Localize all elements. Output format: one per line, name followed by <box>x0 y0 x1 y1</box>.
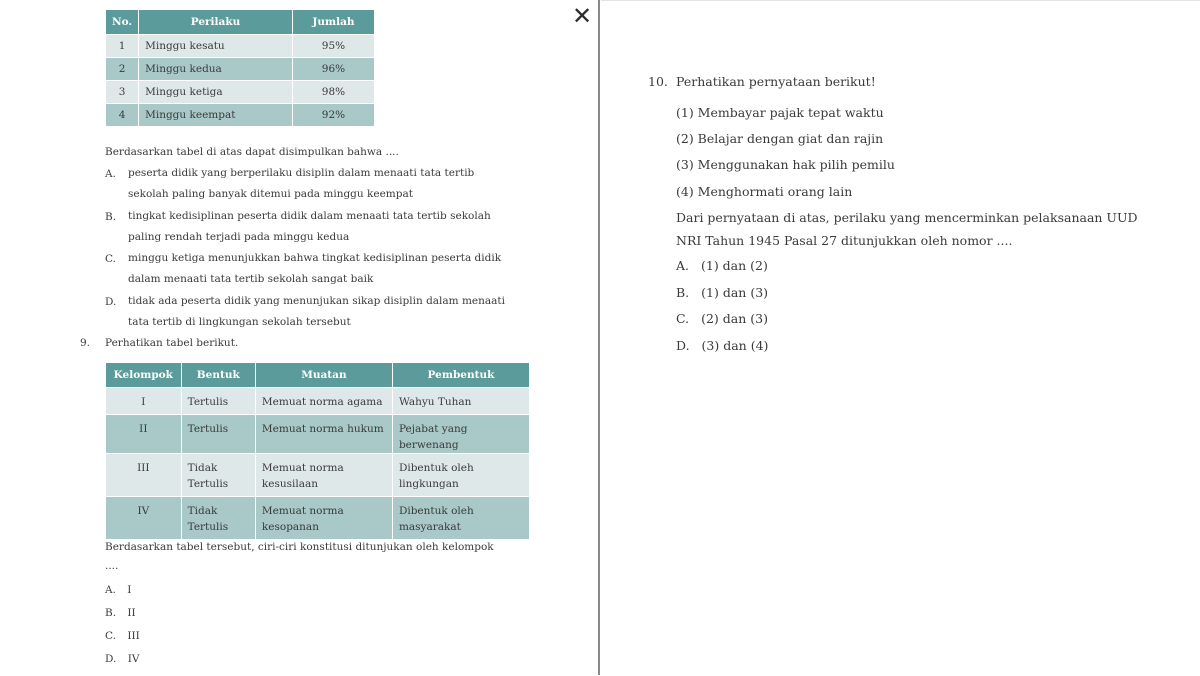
q9-option-text: III <box>127 630 140 642</box>
q9-number: 9. <box>80 337 91 349</box>
table-header: Pembentuk <box>392 363 529 388</box>
table-cell: Minggu ketiga <box>139 81 293 104</box>
q8-option-letter: A. <box>105 168 116 180</box>
q10-statement: (1) Membayar pajak tepat waktu <box>676 105 884 120</box>
q8-option-line: minggu ketiga menunjukkan bahwa tingkat kedisiplinan peserta didik <box>128 252 502 264</box>
table-cell: Wahyu Tuhan <box>392 388 529 415</box>
table-cell: II <box>106 415 182 454</box>
table-header: Perilaku <box>139 10 293 35</box>
q8-option-letter: B. <box>105 211 117 223</box>
table-row <box>106 81 375 104</box>
q8-prompt: Berdasarkan tabel di atas dapat disimpulkan bahwa .... <box>105 146 399 158</box>
table-row <box>106 388 530 415</box>
table-cell: Tertulis <box>181 415 255 454</box>
table-header: Jumlah <box>292 10 374 35</box>
table-row <box>106 454 530 497</box>
q9-option-letter: D. <box>105 653 117 665</box>
q8-option-line: tata tertib di lingkungan sekolah tersebut <box>128 316 351 328</box>
q8-option-line: peserta didik yang berperilaku disiplin dalam menaati tata tertib <box>128 167 475 179</box>
table-row <box>106 35 375 58</box>
q9-option-text: II <box>127 607 136 619</box>
q10-option-text: (2) dan (3) <box>701 311 768 326</box>
table-cell: Tertulis <box>181 388 255 415</box>
q9-option-a <box>105 580 131 600</box>
table-row <box>106 104 375 127</box>
attendance-table <box>105 9 375 127</box>
table-cell: 96% <box>292 58 374 81</box>
q8-option-line: dalam menaati tata tertib sekolah sangat baik <box>128 273 374 285</box>
table-cell: Dibentuk oleh masyarakat <box>392 497 529 540</box>
q10-statement: (3) Menggunakan hak pilih pemilu <box>676 157 895 172</box>
q10-statement: (2) Belajar dengan giat dan rajin <box>676 131 884 146</box>
q8-option-d <box>128 291 532 333</box>
table-cell: Minggu kesatu <box>139 35 293 58</box>
q10-option-letter: D. <box>676 338 690 353</box>
table-cell: 92% <box>292 104 374 127</box>
q9-option-b <box>105 603 136 623</box>
q9-option-text: I <box>127 584 132 596</box>
table-header: Bentuk <box>181 363 255 388</box>
left-page <box>0 0 598 675</box>
q10-title: Perhatikan pernyataan berikut! <box>676 74 876 89</box>
right-page <box>601 0 1200 676</box>
table-cell: Pejabat yang berwenang <box>392 415 529 454</box>
table-row <box>106 415 530 454</box>
q9-prompt: Berdasarkan tabel tersebut, ciri-ciri konstitusi ditunjukan oleh kelompok <box>105 541 494 553</box>
q10-option-letter: B. <box>676 285 690 300</box>
q9-option-d <box>105 649 139 669</box>
q8-option-line: sekolah paling banyak ditemui pada minggu keempat <box>128 188 413 200</box>
table-row <box>106 58 375 81</box>
table-header: Kelompok <box>106 363 182 388</box>
table-cell: I <box>106 388 182 415</box>
q10-statement: (4) Menghormati orang lain <box>676 184 853 199</box>
q9-option-c <box>105 626 140 646</box>
table-cell: Memuat norma hukum <box>255 415 392 454</box>
q8-option-a <box>128 163 532 205</box>
page-divider <box>598 0 600 675</box>
table-row <box>106 497 530 540</box>
q9-option-letter: A. <box>105 584 116 596</box>
q9-option-letter: B. <box>105 607 117 619</box>
table-cell: 2 <box>106 58 139 81</box>
q8-option-line: tidak ada peserta didik yang menunjukan sikap disiplin dalam menaati <box>128 295 506 307</box>
table-cell: Dibentuk oleh lingkungan <box>392 454 529 497</box>
table-cell: 95% <box>292 35 374 58</box>
table-header: No. <box>106 10 139 35</box>
q10-option-d <box>676 338 768 353</box>
q10-option-text: (3) dan (4) <box>701 338 769 353</box>
table-cell: Tidak Tertulis <box>181 454 255 497</box>
q10-option-c <box>676 311 768 326</box>
table-cell: Memuat norma kesopanan <box>255 497 392 540</box>
table-cell: 1 <box>106 35 139 58</box>
q10-prompt-line2: NRI Tahun 1945 Pasal 27 ditunjukkan oleh nomor .... <box>676 233 1013 248</box>
q8-option-c <box>128 248 532 290</box>
table-header: Muatan <box>255 363 392 388</box>
table-header-row <box>106 363 530 388</box>
constitution-table <box>105 362 530 540</box>
q9-title: Perhatikan tabel berikut. <box>105 337 239 349</box>
table-cell: Minggu keempat <box>139 104 293 127</box>
table-cell: Memuat norma kesusilaan <box>255 454 392 497</box>
q8-option-line: paling rendah terjadi pada minggu kedua <box>128 231 350 243</box>
q10-option-letter: A. <box>676 258 690 273</box>
q10-option-letter: C. <box>676 311 690 326</box>
q8-option-line: tingkat kedisiplinan peserta didik dalam menaati tata tertib sekolah <box>128 210 491 222</box>
q9-option-text: IV <box>127 653 140 665</box>
table-cell: Minggu kedua <box>139 58 293 81</box>
table-cell: 98% <box>292 81 374 104</box>
q8-option-letter: C. <box>105 253 116 265</box>
q8-option-letter: D. <box>105 296 117 308</box>
close-icon[interactable]: ✕ <box>571 2 593 30</box>
table-cell: 4 <box>106 104 139 127</box>
table-header-row <box>106 10 375 35</box>
table-cell: III <box>106 454 182 497</box>
table-cell: IV <box>106 497 182 540</box>
q10-option-a <box>676 258 768 273</box>
q10-option-text: (1) dan (2) <box>701 258 768 273</box>
table-cell: Memuat norma agama <box>255 388 392 415</box>
q10-number: 10. <box>648 74 668 89</box>
table-cell: Tidak Tertulis <box>181 497 255 540</box>
q10-option-text: (1) dan (3) <box>701 285 769 300</box>
q10-prompt: Dari pernyataan di atas, perilaku yang mencerminkan pelaksanaan UUD <box>676 210 1138 225</box>
table-cell: 3 <box>106 81 139 104</box>
q9-option-letter: C. <box>105 630 116 642</box>
q9-prompt-ellipsis: .... <box>105 560 119 572</box>
q8-option-b <box>128 206 532 248</box>
q10-option-b <box>676 285 768 300</box>
